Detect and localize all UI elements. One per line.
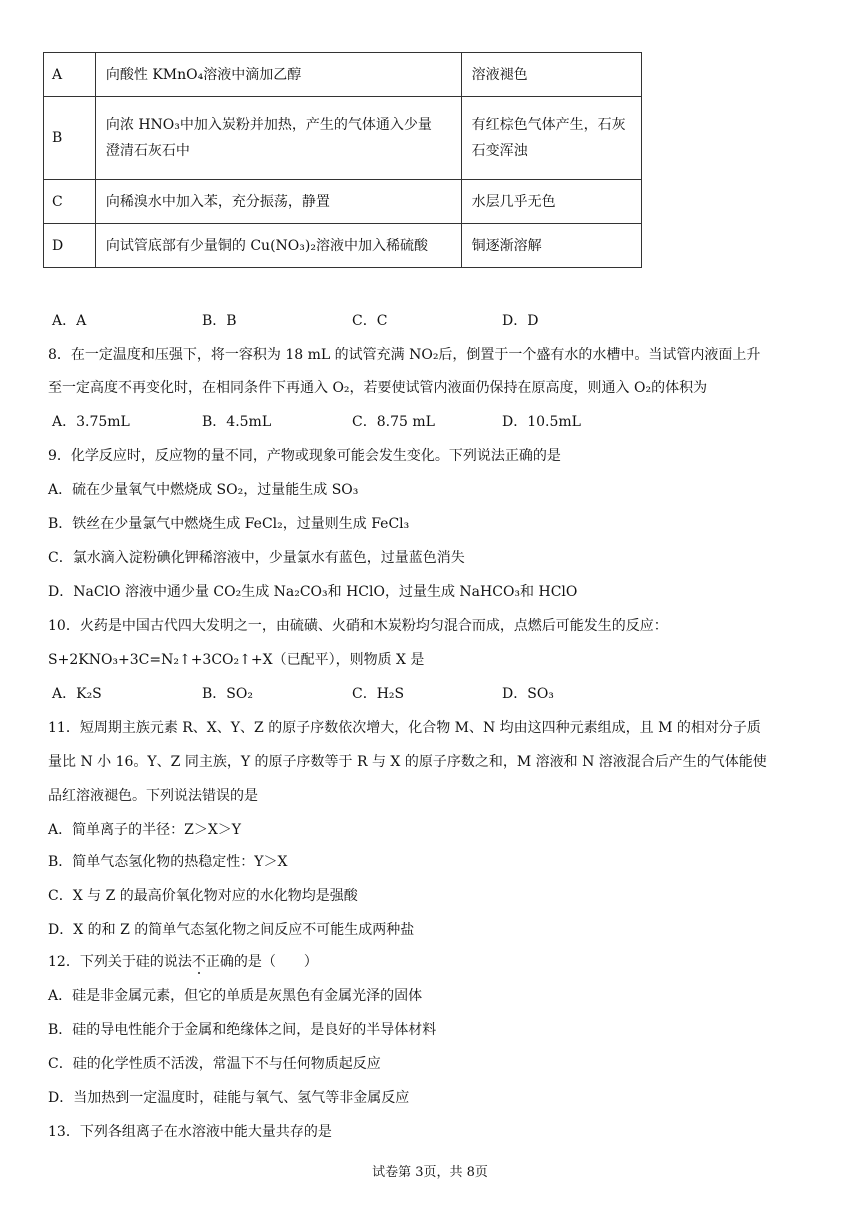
choice-a[interactable]: A．3.75mL — [52, 414, 130, 430]
q8-stem-line: 至一定高度不再变化时，在相同条件下再通入 O₂，若要使试管内液面仍保持在原高度，则通入 O₂的体积为 — [48, 380, 708, 396]
q12-option-c[interactable]: C．硅的化学性质不活泼，常温下不与任何物质起反应 — [48, 1056, 381, 1072]
choice-a[interactable]: A．K₂S — [52, 686, 102, 702]
choice-b[interactable]: B．SO₂ — [202, 686, 253, 702]
q12-stem — [48, 952, 318, 972]
row-label: B — [44, 97, 96, 180]
q11-stem-line: 量比 N 小 16。Y、Z 同主族，Y 的原子序数等于 R 与 X 的原子序数之和，M 溶液和 N 溶液混合后产生的气体能使 — [48, 754, 767, 770]
choice-d[interactable]: D．SO₃ — [502, 686, 554, 702]
q11-option-b[interactable]: B．简单气态氢化物的热稳定性：Y＞X — [48, 854, 288, 870]
row-phenomenon: 水层几乎无色 — [461, 180, 641, 224]
table-row — [44, 224, 642, 268]
row-operation: 向酸性 KMnO₄溶液中滴加乙醇 — [95, 53, 461, 97]
q11-option-c[interactable]: C．X 与 Z 的最高价氧化物对应的水化物均是强酸 — [48, 888, 358, 904]
q9-stem: 9．化学反应时，反应物的量不同，产物或现象可能会发生变化。下列说法正确的是 — [48, 448, 561, 464]
row-phenomenon: 铜逐渐溶解 — [461, 224, 641, 268]
table-row — [44, 180, 642, 224]
q9-option-c[interactable]: C．氯水滴入淀粉碘化钾稀溶液中，少量氯水有蓝色，过量蓝色消失 — [48, 550, 465, 566]
row-label: A — [44, 53, 96, 97]
table-row — [44, 53, 642, 97]
table-row — [44, 97, 642, 180]
q11-option-a[interactable]: A．简单离子的半径：Z＞X＞Y — [48, 822, 242, 838]
q12-stem-pre: 12．下列关于硅的说法 — [48, 954, 192, 970]
q10-equation-line: S+2KNO₃+3C=N₂↑+3CO₂↑+X（已配平），则物质 X 是 — [48, 652, 425, 668]
row-operation — [95, 97, 461, 180]
choice-c[interactable]: C．8.75 mL — [352, 414, 435, 430]
operation-line: 向浓 HNO₃中加入炭粉并加热，产生的气体通入少量 — [105, 117, 432, 133]
choice-d[interactable]: D．10.5mL — [502, 414, 581, 430]
q10-stem-line: 10．火药是中国古代四大发明之一，由硫磺、火硝和木炭粉均匀混合而成，点燃后可能发生的反应： — [48, 618, 668, 634]
q9-option-b[interactable]: B．铁丝在少量氯气中燃烧生成 FeCl₂，过量则生成 FeCl₃ — [48, 516, 410, 532]
choice-a[interactable]: A．A — [52, 313, 87, 329]
row-phenomenon: 溶液褪色 — [461, 53, 641, 97]
page-footer: 试卷第 3页，共 8页 — [372, 1165, 488, 1180]
row-operation: 向稀溴水中加入苯，充分振荡，静置 — [95, 180, 461, 224]
choice-b[interactable]: B．4.5mL — [202, 414, 272, 430]
row-operation: 向试管底部有少量铜的 Cu(NO₃)₂溶液中加入稀硫酸 — [95, 224, 461, 268]
row-label: C — [44, 180, 96, 224]
experiment-table — [43, 52, 642, 268]
row-label: D — [44, 224, 96, 268]
row-phenomenon — [461, 97, 641, 180]
choice-d[interactable]: D．D — [502, 313, 539, 329]
q13-stem: 13．下列各组离子在水溶液中能大量共存的是 — [48, 1124, 332, 1140]
q8-stem-line: 8．在一定温度和压强下，将一容积为 18 mL 的试管充满 NO₂后，倒置于一个盛有水的水槽中。当试管内液面上升 — [48, 347, 761, 363]
choice-b[interactable]: B．B — [202, 313, 237, 329]
q12-option-a[interactable]: A．硅是非金属元素，但它的单质是灰黑色有金属光泽的固体 — [48, 988, 423, 1004]
q12-option-b[interactable]: B．硅的导电性能介于金属和绝缘体之间，是良好的半导体材料 — [48, 1022, 437, 1038]
choice-c[interactable]: C．C — [352, 313, 388, 329]
q11-option-d[interactable]: D．X 的和 Z 的简单气态氢化物之间反应不可能生成两种盐 — [48, 922, 415, 938]
choice-c[interactable]: C．H₂S — [352, 686, 405, 702]
q9-option-d[interactable]: D．NaClO 溶液中通少量 CO₂生成 Na₂CO₃和 HClO，过量生成 NaHCO₃和 HClO — [48, 584, 578, 600]
phenomenon-line: 石变浑浊 — [471, 143, 528, 159]
phenomenon-line: 有红棕色气体产生，石灰 — [471, 117, 626, 133]
q12-stem-post: 正确的是（ ） — [205, 954, 318, 970]
q12-option-d[interactable]: D．当加热到一定温度时，硅能与氧气、氢气等非金属反应 — [48, 1090, 410, 1106]
operation-line: 澄清石灰石中 — [105, 143, 190, 159]
q11-stem-line: 11．短周期主族元素 R、X、Y、Z 的原子序数依次增大，化合物 M、N 均由这四种元素组成，且 M 的相对分子质 — [48, 720, 761, 736]
q11-stem-line: 品红溶液褪色。下列说法错误的是 — [48, 788, 258, 804]
q9-option-a[interactable]: A．硫在少量氧气中燃烧成 SO₂，过量能生成 SO₃ — [48, 482, 359, 498]
q12-emphasis: 不 — [191, 954, 206, 970]
